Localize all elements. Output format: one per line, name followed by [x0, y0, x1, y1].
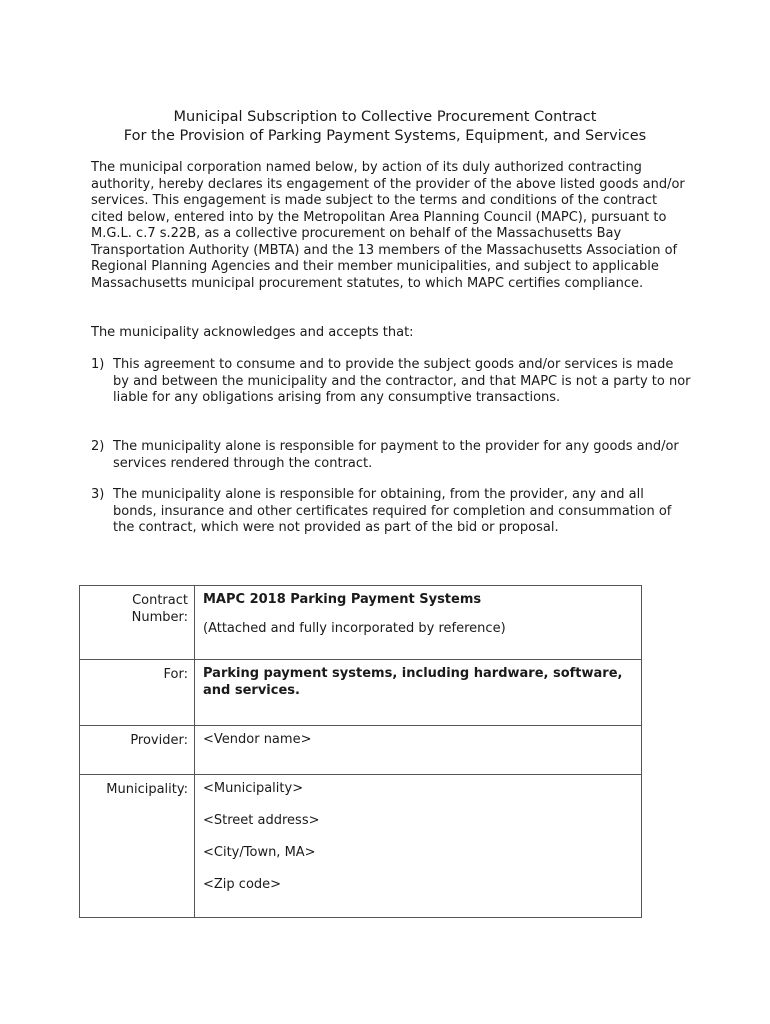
intro-paragraph: The municipal corporation named below, by action of its duly authorized contracting authority, hereby declares its engagement of the provider of the above listed goods and/or services. This engagement is made subject to the terms and conditions of the contract cited below, entered into by the Metropolitan Area Planning Council (MAPC), pursuant to M.G.L. c.7 s.22B, as a collective procurement on behalf of the Massachusetts Bay Transportation Authority (MBTA) and the 13 members of the Massachusetts Association of Regional Planning Agencies and their member municipalities, and subject to applicable Massachusetts municipal procurement statutes, to which MAPC certifies compliance. — [91, 160, 685, 291]
municipality-cell — [195, 775, 642, 918]
for-value: Parking payment systems, including hardware, software, and services. — [195, 660, 642, 726]
table-row — [80, 660, 642, 726]
acknowledgement-paragraph: The municipality acknowledges and accepts that: — [91, 325, 414, 340]
provider-value: <Vendor name> — [195, 726, 642, 775]
list-item-text: The municipality alone is responsible for obtaining, from the provider, any and all bonds, insurance and other certificates required for completion and consummation of the contract, which were not provided as part of the bid or proposal. — [113, 487, 672, 535]
table-row — [80, 726, 642, 775]
list-item — [91, 439, 691, 472]
contract-number-value: MAPC 2018 Parking Payment Systems — [203, 592, 482, 607]
provider-label: Provider: — [80, 726, 195, 775]
contract-info-table — [79, 585, 642, 918]
document-title-line1: Municipal Subscription to Collective Procurement Contract — [173, 109, 597, 125]
contract-number-cell — [195, 586, 642, 660]
list-item — [91, 357, 691, 407]
list-item-number: 3) — [91, 487, 105, 502]
municipality-name: <Municipality> — [203, 781, 304, 796]
list-item-text: The municipality alone is responsible for payment to the provider for any goods and/or services rendered through the contract. — [113, 439, 679, 471]
list-item — [91, 487, 691, 537]
contract-number-label: Contract Number: — [80, 586, 195, 660]
document-title-line2: For the Provision of Parking Payment Systems, Equipment, and Services — [123, 128, 647, 144]
municipality-label: Municipality: — [80, 775, 195, 918]
list-item-number: 2) — [91, 439, 105, 454]
for-label: For: — [80, 660, 195, 726]
list-item-number: 1) — [91, 357, 105, 372]
street-address: <Street address> — [203, 813, 320, 828]
city-town: <City/Town, MA> — [203, 845, 316, 860]
list-item-text: This agreement to consume and to provide the subject goods and/or services is made by and between the municipality and the contractor, and that MAPC is not a party to nor liable for any obligations arising from any consumptive transactions. — [113, 357, 691, 405]
zip-code: <Zip code> — [203, 877, 282, 892]
contract-number-note: (Attached and fully incorporated by reference) — [203, 621, 506, 636]
table-row — [80, 775, 642, 918]
table-row — [80, 586, 642, 660]
